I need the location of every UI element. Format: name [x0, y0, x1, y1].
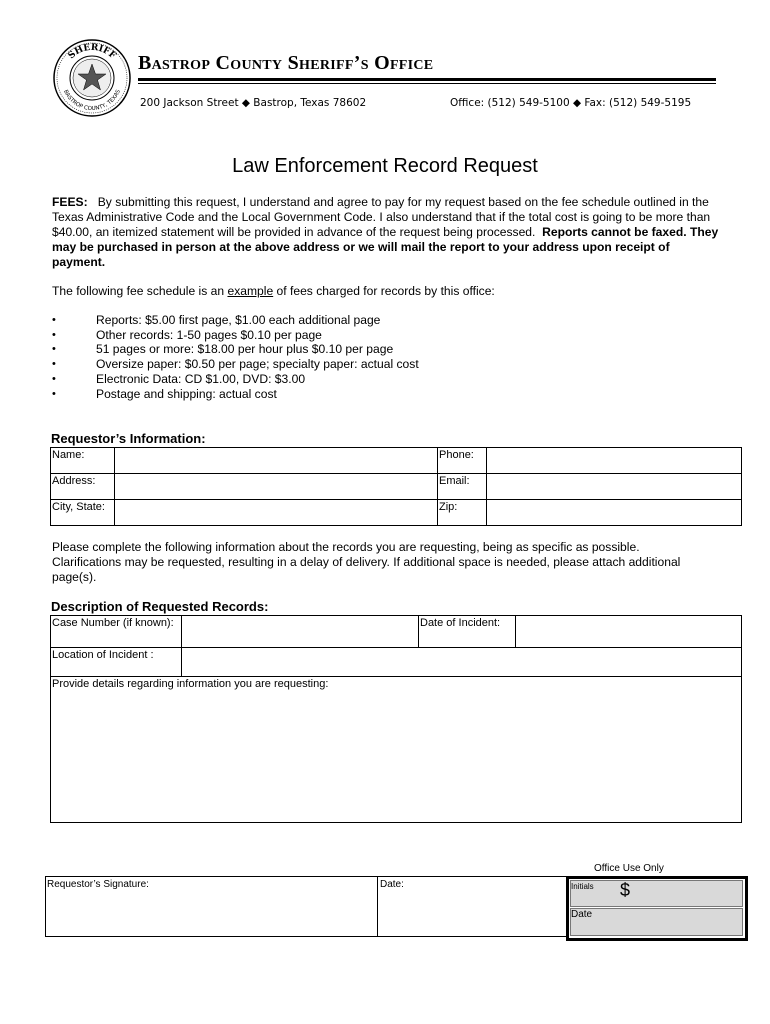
requestor-heading: Requestor’s Information: — [51, 431, 206, 446]
schedule-intro-before: The following fee schedule is an — [52, 284, 228, 298]
address-label: Address: — [51, 474, 115, 500]
location-label: Location of Incident : — [51, 648, 182, 677]
office-date-field[interactable] — [570, 908, 743, 936]
schedule-intro — [52, 284, 720, 299]
office-address: 200 Jackson Street ◆ Bastrop, Texas 78602 — [140, 97, 367, 109]
city-state-label: City, State: — [51, 500, 115, 526]
list-item: • Other records: 1-50 pages $0.10 per page — [52, 328, 419, 343]
zip-label: Zip: — [438, 500, 487, 526]
case-number-label: Case Number (if known): — [51, 616, 182, 648]
office-contact: Office: (512) 549-5100 ◆ Fax: (512) 549-5195 — [450, 97, 692, 109]
list-item: • Electronic Data: CD $1.00, DVD: $3.00 — [52, 372, 419, 387]
office-date-label: Date — [571, 909, 593, 920]
date-of-incident-label: Date of Incident: — [419, 616, 516, 648]
list-item: • 51 pages or more: $18.00 per hour plus $0.10 per page — [52, 342, 419, 357]
email-field[interactable] — [487, 474, 742, 500]
list-item: • Postage and shipping: actual cost — [52, 387, 419, 402]
seal-top-text: SHERIFF — [66, 42, 118, 62]
name-field[interactable] — [115, 448, 438, 474]
list-item: • Oversize paper: $0.50 per page; specialty paper: actual cost — [52, 357, 419, 372]
case-number-field[interactable] — [182, 616, 419, 648]
seal-bottom-text: BASTROP COUNTY, TEXAS — [62, 89, 122, 113]
dollar-sign: $ — [620, 880, 631, 900]
initials-label: Initials — [571, 882, 594, 891]
schedule-intro-underlined: example — [227, 284, 274, 298]
email-label: Email: — [438, 474, 487, 500]
fees-paragraph — [52, 195, 720, 270]
sheriff-seal-icon — [52, 38, 132, 118]
office-name: Bastrop County Sheriff’s Office — [138, 52, 434, 74]
office-use-label: Office Use Only — [594, 863, 664, 874]
details-label: Provide details regarding information you are requesting: — [52, 678, 329, 690]
fees-bold-text: Reports cannot be faxed. They may be purchased in person at the above address or we will mail the report to your address upon receipt of payment. — [52, 225, 719, 269]
phone-field[interactable] — [487, 448, 742, 474]
office-initials-field[interactable] — [570, 880, 743, 907]
details-field[interactable] — [51, 677, 742, 823]
requestor-table — [50, 447, 742, 526]
header-rule — [138, 78, 716, 81]
zip-field[interactable] — [487, 500, 742, 526]
date-of-incident-field[interactable] — [516, 616, 742, 648]
address-field[interactable] — [115, 474, 438, 500]
description-heading: Description of Requested Records: — [51, 599, 269, 614]
schedule-intro-after: of fees charged for records by this office: — [273, 284, 495, 298]
fee-schedule-list — [52, 313, 419, 401]
phone-label: Phone: — [438, 448, 487, 474]
signature-label: Requestor’s Signature: — [47, 879, 149, 890]
location-field[interactable] — [182, 648, 742, 677]
page-title: Law Enforcement Record Request — [232, 155, 538, 177]
description-table — [50, 615, 742, 823]
signature-date-label: Date: — [380, 879, 404, 890]
signature-divider — [377, 876, 378, 936]
header-rule-thin — [138, 83, 716, 84]
name-label: Name: — [51, 448, 115, 474]
fees-label: FEES: — [52, 195, 88, 209]
city-state-field[interactable] — [115, 500, 438, 526]
instructions-paragraph: Please complete the following information about the records you are requesting, being as specific as possible. Clarifications may be requested, resulting in a delay of delivery. If additional space is needed, please attach additional page(s). — [52, 540, 681, 584]
list-item: • Reports: $5.00 first page, $1.00 each additional page — [52, 313, 419, 328]
fees-text: By submitting this request, I understand and agree to pay for my request based on the fee schedule outlined in the Texas Administrative Code and the Local Government Code. I also understand that if the total cost is going to be more than $40.00, an itemized statement will be provided in advance of the request being processed. — [52, 195, 711, 239]
